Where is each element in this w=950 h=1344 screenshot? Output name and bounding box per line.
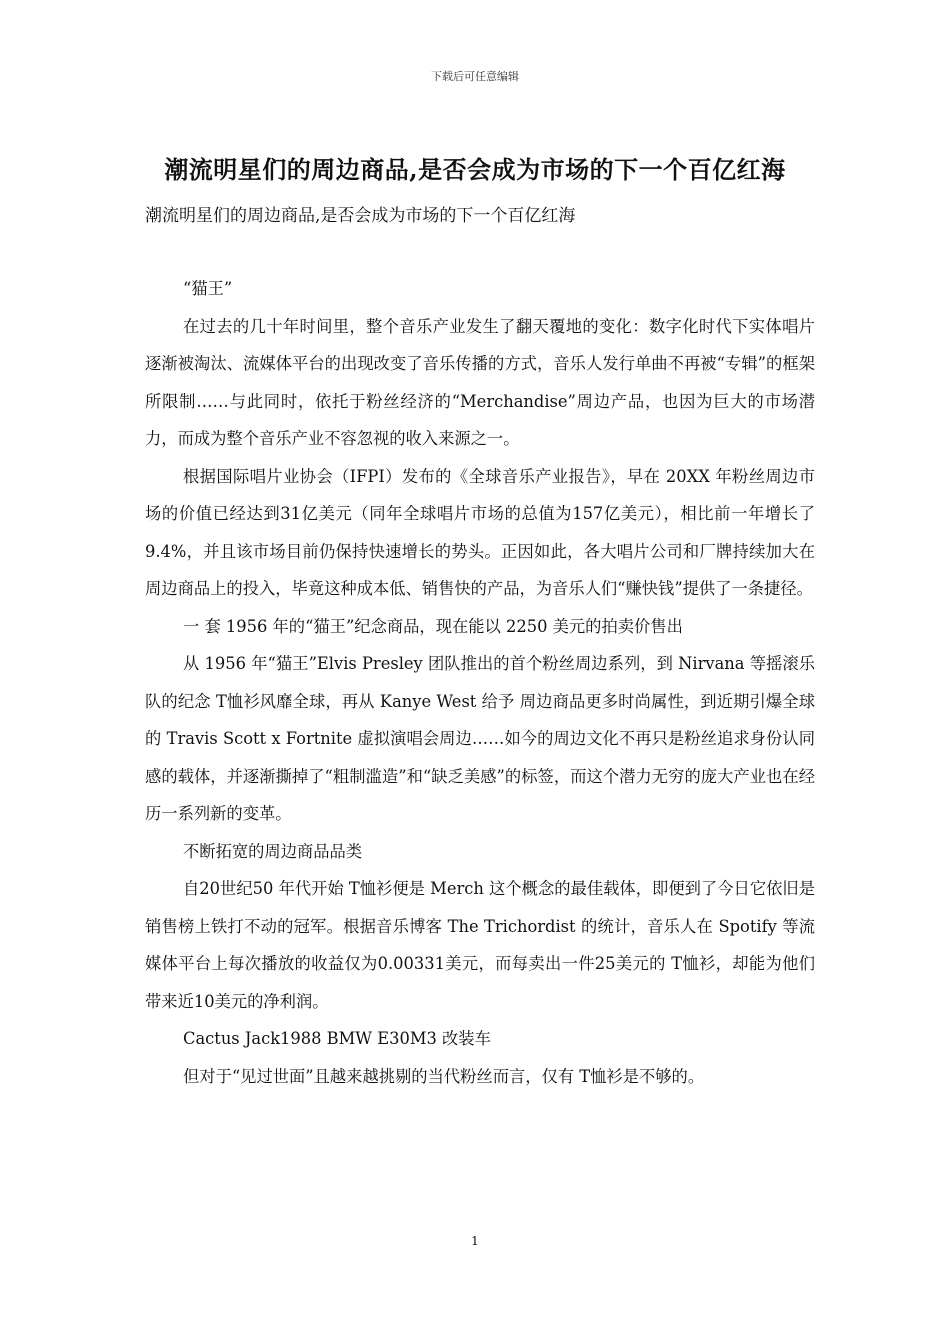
- paragraph-ifpi-report: 根据国际唱片业协会（IFPI）发布的《全球音乐产业报告》，早在 20XX 年粉丝周边市场的价值已经达到31亿美元（同年全球唱片市场的总值为157亿美元），相比前一年增长了 9.4%，并且该市场目前仍保持快速增长的势头。正因如此，各大唱片公司和厂牌持续加大在周边商品上的投入，毕竟这种成本低、销售快的产品，为音乐人们“赚快钱”提供了一条捷径。: [145, 466, 815, 598]
- paragraph-caption-elvis: “猫王”: [183, 279, 233, 298]
- page-number: 1: [471, 1234, 479, 1248]
- paragraph-merch-history: 从 1956 年“猫王”Elvis Presley 团队推出的首个粉丝周边系列，到 Nirvana 等摇滚乐队的纪念 T恤衫风靡全球，再从 Kanye West 给予 周边商品更多时尚属性，到近期引爆全球的 Travis Scott x Fortnite 虚拟演唱会周边……如今的周边文化不再只是粉丝追求身份认同感的载体，并逐渐撕掉了“粗制滥造”和“缺乏美感”的标签，而这个潜力无穷的庞大产业也在经历一系列新的变革。: [145, 654, 815, 823]
- paragraph-caption-1956: 一 套 1956 年的“猫王”纪念商品，现在能以 2250 美元的拍卖价售出: [183, 616, 683, 636]
- paragraph-caption-cactus-jack: Cactus Jack1988 BMW E30M3 改装车: [183, 1029, 491, 1048]
- document-subtitle: 潮流明星们的周边商品,是否会成为市场的下一个百亿红海: [145, 206, 576, 226]
- paragraph-intro: 在过去的几十年时间里，整个音乐产业发生了翻天覆地的变化：数字化时代下实体唱片逐渐被淘汰、流媒体平台的出现改变了音乐传播的方式，音乐人发行单曲不再被“专辑”的框架所限制……与此同时，依托于粉丝经济的“Merchandise”周边产品，也因为巨大的市场潜力，而成为整个音乐产业不容忽视的收入来源之一。: [145, 316, 815, 448]
- document-title: 潮流明星们的周边商品,是否会成为市场的下一个百亿红海: [164, 155, 786, 184]
- document-body: [145, 270, 815, 1095]
- section-heading-categories: 不断拓宽的周边商品品类: [183, 841, 363, 861]
- paragraph-tshirt: 自20世纪50 年代开始 T恤衫便是 Merch 这个概念的最佳载体，即便到了今日它依旧是销售榜上铁打不动的冠军。根据音乐博客 The Trichordist 的统计，音乐人在 Spotify 等流媒体平台上每次播放的收益仅为0.00331美元，而每卖出一件25美元的 T恤衫，却能为他们带来近10美元的净利润。: [145, 879, 815, 1011]
- paragraph-fans: 但对于“见过世面”且越来越挑剔的当代粉丝而言，仅有 T恤衫是不够的。: [183, 1066, 705, 1086]
- page-header-note: 下载后可任意编辑: [431, 70, 519, 83]
